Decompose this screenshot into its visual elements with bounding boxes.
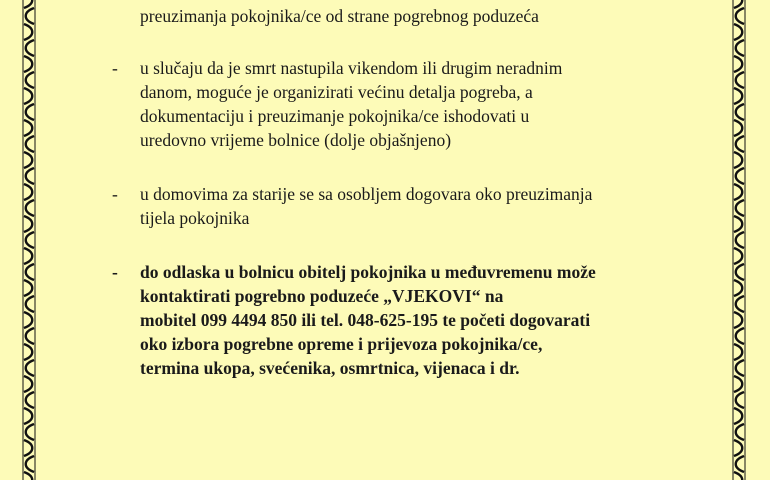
border-wave-segment bbox=[734, 472, 742, 480]
list-item-line: kontaktirati pogrebno poduzeće „VJEKOVI“ na bbox=[140, 286, 504, 306]
border-wave-segment bbox=[734, 216, 742, 232]
border-wave-segment bbox=[736, 168, 744, 184]
border-wave-segment bbox=[24, 56, 32, 72]
border-wave-segment bbox=[24, 88, 32, 104]
bullet-dash: - bbox=[112, 262, 118, 282]
border-wave-segment bbox=[736, 456, 744, 472]
border-wave-segment bbox=[24, 312, 32, 328]
border-wave-segment bbox=[736, 72, 744, 88]
border-wave-segment bbox=[734, 0, 742, 8]
border-wave-segment bbox=[736, 200, 744, 216]
border-wave-segment bbox=[736, 232, 744, 248]
border-wave-segment bbox=[26, 8, 34, 24]
border-wave-segment bbox=[24, 152, 32, 168]
border-wave-segment bbox=[24, 472, 32, 480]
border-wave-segment bbox=[24, 120, 32, 136]
list-item-line: do odlaska u bolnicu obitelj pokojnika u međuvremenu može bbox=[140, 262, 596, 282]
border-wave-segment bbox=[734, 120, 742, 136]
decorative-border-left bbox=[22, 0, 36, 480]
border-wave-segment bbox=[734, 24, 742, 40]
border-wave-segment bbox=[736, 40, 744, 56]
border-wave-segment bbox=[26, 136, 34, 152]
border-wave-segment bbox=[734, 344, 742, 360]
border-wave-segment bbox=[24, 216, 32, 232]
border-wave-segment bbox=[736, 136, 744, 152]
border-wave-segment bbox=[24, 376, 32, 392]
decorative-border-left-pattern bbox=[22, 0, 36, 480]
border-wave-segment bbox=[734, 280, 742, 296]
border-wave-segment bbox=[734, 376, 742, 392]
border-wave-segment bbox=[24, 24, 32, 40]
list-item-line: mobitel 099 4494 850 ili tel. 048-625-195 te početi dogovarati bbox=[140, 310, 591, 330]
border-wave-segment bbox=[736, 296, 744, 312]
border-wave-segment bbox=[736, 328, 744, 344]
border-wave-segment bbox=[24, 408, 32, 424]
list-item-line: dokumentaciju i preuzimanje pokojnika/ce ishodovati u bbox=[140, 106, 530, 126]
list-item-highlighted bbox=[112, 260, 596, 380]
border-wave-segment bbox=[26, 456, 34, 472]
border-wave-segment bbox=[24, 248, 32, 264]
list-item-line: u slučaju da je smrt nastupila vikendom ili drugim neradnim bbox=[140, 58, 563, 78]
decorative-border-right-pattern bbox=[732, 0, 746, 480]
list-item-line: u domovima za starije se sa osobljem dogovara oko preuzimanja bbox=[140, 184, 593, 204]
border-wave-segment bbox=[26, 392, 34, 408]
border-wave-segment bbox=[26, 424, 34, 440]
continued-text-line: preuzimanja pokojnika/ce od strane pogrebnog poduzeća bbox=[140, 6, 539, 26]
list-item-line: tijela pokojnika bbox=[140, 208, 250, 228]
border-wave-segment bbox=[26, 232, 34, 248]
border-wave-segment bbox=[734, 408, 742, 424]
border-wave-segment bbox=[734, 88, 742, 104]
border-wave-segment bbox=[24, 0, 32, 8]
border-wave-segment bbox=[734, 56, 742, 72]
border-wave-segment bbox=[734, 152, 742, 168]
list-item-line: danom, moguće je organizirati većinu detalja pogreba, a bbox=[140, 82, 533, 102]
border-wave-segment bbox=[24, 184, 32, 200]
list-item-line: termina ukopa, svećenika, osmrtnica, vijenaca i dr. bbox=[140, 358, 520, 378]
bullet-dash: - bbox=[112, 184, 118, 204]
border-wave-segment bbox=[734, 248, 742, 264]
border-wave-segment bbox=[26, 296, 34, 312]
border-wave-segment bbox=[734, 312, 742, 328]
border-wave-segment bbox=[24, 440, 32, 456]
list-item-line: uredovno vrijeme bolnice (dolje objašnjeno) bbox=[140, 130, 452, 150]
border-wave-segment bbox=[24, 280, 32, 296]
border-wave-segment bbox=[26, 328, 34, 344]
border-wave-segment bbox=[26, 168, 34, 184]
border-wave-segment bbox=[736, 264, 744, 280]
border-wave-segment bbox=[736, 8, 744, 24]
border-wave-segment bbox=[26, 72, 34, 88]
border-wave-segment bbox=[24, 344, 32, 360]
border-wave-segment bbox=[26, 360, 34, 376]
border-wave-segment bbox=[736, 392, 744, 408]
list-item bbox=[112, 182, 592, 230]
border-wave-segment bbox=[736, 360, 744, 376]
border-wave-segment bbox=[26, 200, 34, 216]
border-wave-segment bbox=[736, 104, 744, 120]
list-item-line: oko izbora pogrebne opreme i prijevoza pokojnika/ce, bbox=[140, 334, 543, 354]
list-item bbox=[112, 56, 562, 152]
border-wave-segment bbox=[26, 104, 34, 120]
decorative-border-right bbox=[732, 0, 746, 480]
bullet-dash: - bbox=[112, 58, 118, 78]
border-wave-segment bbox=[26, 40, 34, 56]
border-wave-segment bbox=[26, 264, 34, 280]
border-wave-segment bbox=[734, 184, 742, 200]
border-wave-segment bbox=[736, 424, 744, 440]
border-wave-segment bbox=[734, 440, 742, 456]
